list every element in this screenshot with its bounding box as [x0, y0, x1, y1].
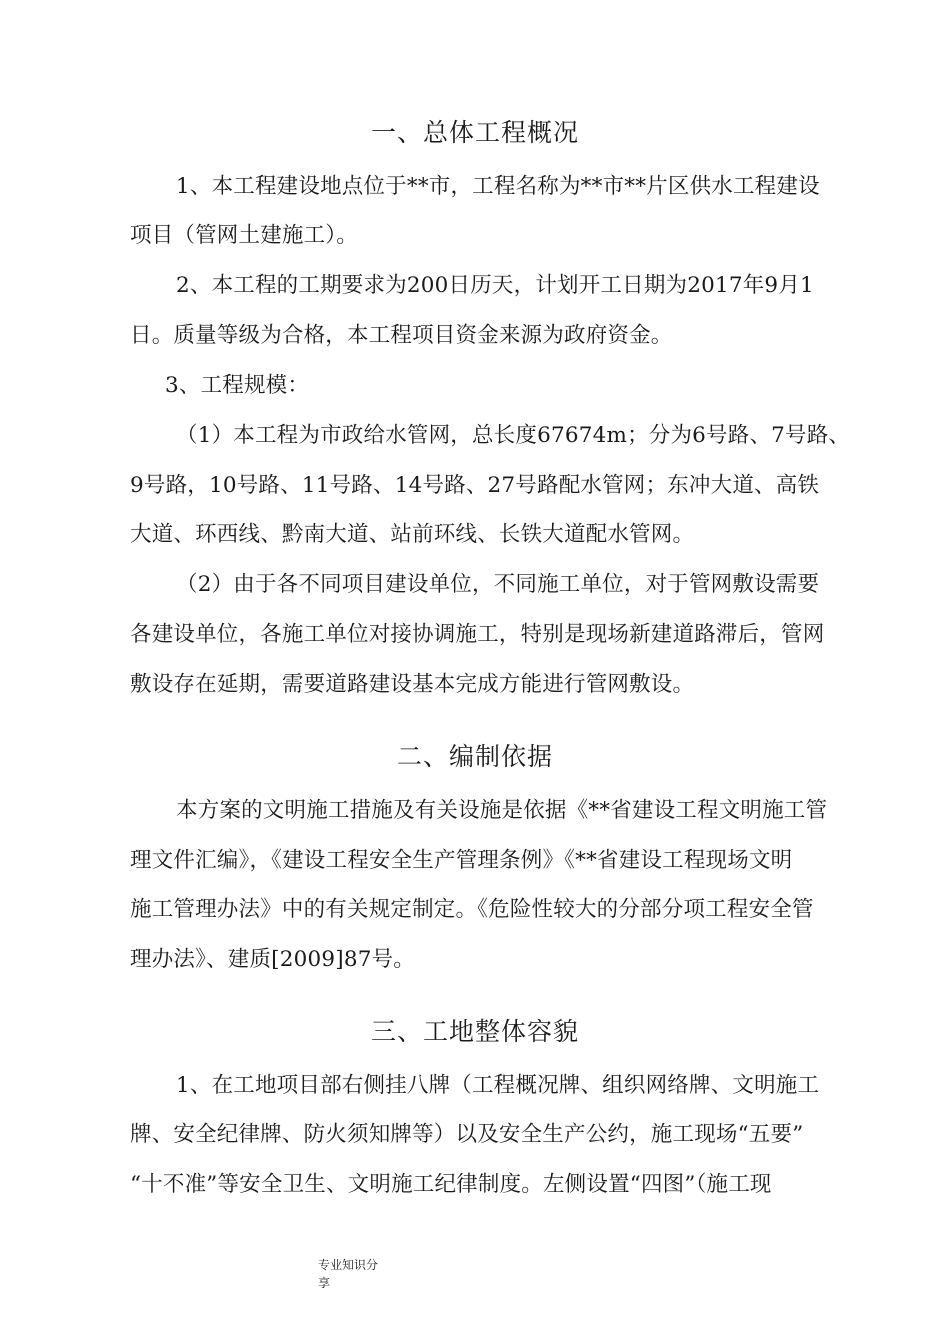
footer-line: 专业知识分 — [318, 1258, 379, 1272]
paragraph-line: （1）本工程为市政给水管网，总长度67674m；分为6号路、7号路、 — [176, 423, 851, 448]
section-heading-basis: 二、编制依据 — [396, 742, 553, 771]
paragraph-line: 3、工程规模： — [165, 373, 310, 398]
paragraph-line: 本方案的文明施工措施及有关设施是依据《**省建设工程文明施工管 — [176, 798, 828, 823]
paragraph-line: 各建设单位，各施工单位对接协调施工，特别是现场新建道路滞后，管网 — [130, 622, 825, 647]
paragraph-line: 1、在工地项目部右侧挂八牌（工程概况牌、组织网络牌、文明施工 — [176, 1073, 820, 1098]
paragraph-line: 1、本工程建设地点位于**市，工程名称为**市**片区供水工程建设 — [176, 174, 820, 199]
paragraph-line: 项目（管网土建施工）。 — [130, 223, 358, 248]
section-heading-overview: 一、总体工程概况 — [370, 118, 579, 147]
paragraph-line: “十不准”等安全卫生、文明施工纪律制度。左侧设置“四图”（施工现 — [130, 1172, 772, 1197]
paragraph-line: （2）由于各不同项目建设单位，不同施工单位，对于管网敷设需要 — [176, 572, 820, 597]
paragraph-line: 2、本工程的工期要求为200日历天，计划开工日期为2017年9月1 — [176, 273, 814, 298]
paragraph-line: 理文件汇编》，《建设工程安全生产管理条例》《**省建设工程现场文明 — [130, 848, 793, 873]
section-heading-site-appearance: 三、工地整体容貌 — [370, 1017, 579, 1046]
paragraph-line: 日。质量等级为合格，本工程项目资金来源为政府资金。 — [130, 323, 673, 348]
paragraph-line: 牌、安全纪律牌、防火须知牌等）以及安全生产公约，施工现场“五要” — [130, 1122, 804, 1147]
footer-line: 享 — [318, 1276, 331, 1290]
paragraph-line: 理办法》、建质[2009]87号。 — [130, 947, 416, 972]
paragraph-line: 9号路，10号路、11号路、14号路、27号路配水管网；东冲大道、高铁 — [130, 473, 820, 498]
paragraph-line: 施工管理办法》中的有关规定制定。《危险性较大的分部分项工程安全管 — [130, 897, 814, 922]
paragraph-line: 大道、环西线、黔南大道、站前环线、长铁大道配水管网。 — [130, 522, 695, 547]
footer-text — [318, 1256, 378, 1292]
paragraph-line: 敷设存在延期，需要道路建设基本完成方能进行管网敷设。 — [130, 672, 695, 697]
